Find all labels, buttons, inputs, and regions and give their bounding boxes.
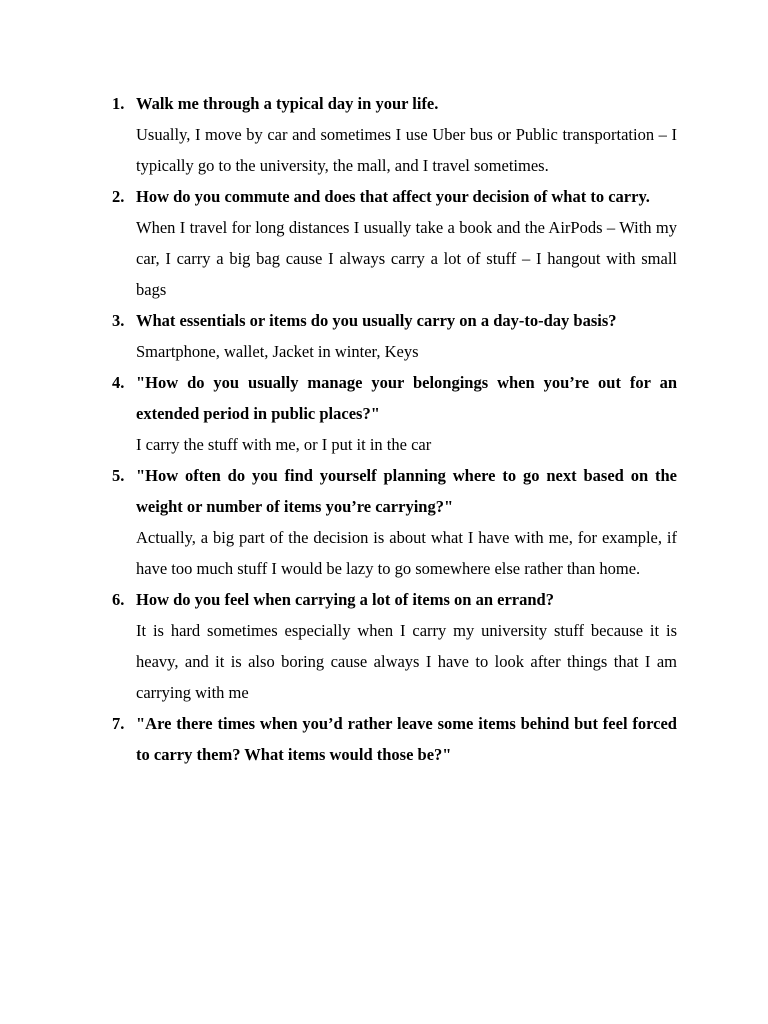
question-text: Walk me through a typical day in your life.: [136, 94, 439, 113]
question-text: "Are there times when you’d rather leave some items behind but feel forced to carry them? What items would those be?": [136, 714, 677, 764]
question-text: How do you commute and does that affect your decision of what to carry.: [136, 187, 650, 206]
list-item: [112, 460, 677, 584]
list-item: [112, 708, 677, 770]
item-number: 3.: [112, 311, 125, 330]
item-number: 4.: [112, 373, 125, 392]
answer-text: Smartphone, wallet, Jacket in winter, Keys: [136, 342, 419, 361]
list-item: [112, 367, 677, 460]
list-item: [112, 305, 677, 367]
question-text: What essentials or items do you usually carry on a day-to-day basis?: [136, 311, 617, 330]
list-item: [112, 584, 677, 708]
question-text: "How do you usually manage your belongings when you’re out for an extended period in public places?": [136, 373, 677, 423]
answer-text: It is hard sometimes especially when I carry my university stuff because it is heavy, and it is also boring cause always I have to look after things that I am carrying with me: [136, 621, 677, 702]
answer-text: Usually, I move by car and sometimes I use Uber bus or Public transportation – I typically go to the university, the mall, and I travel sometimes.: [136, 125, 677, 175]
list-item: [112, 88, 677, 181]
item-number: 7.: [112, 714, 125, 733]
item-number: 2.: [112, 187, 125, 206]
question-text: How do you feel when carrying a lot of items on an errand?: [136, 590, 554, 609]
item-number: 6.: [112, 590, 125, 609]
question-text: "How often do you find yourself planning where to go next based on the weight or number of items you’re carrying?": [136, 466, 677, 516]
answer-text: Actually, a big part of the decision is about what I have with me, for example, if have too much stuff I would be lazy to go somewhere else rather than home.: [136, 528, 677, 578]
item-number: 1.: [112, 94, 125, 113]
answer-text: When I travel for long distances I usually take a book and the AirPods – With my car, I carry a big bag cause I always carry a lot of stuff – I hangout with small bags: [136, 218, 677, 299]
answer-text: I carry the stuff with me, or I put it in the car: [136, 435, 432, 454]
list-item: [112, 181, 677, 305]
interview-question-list: [112, 88, 677, 770]
item-number: 5.: [112, 466, 125, 485]
